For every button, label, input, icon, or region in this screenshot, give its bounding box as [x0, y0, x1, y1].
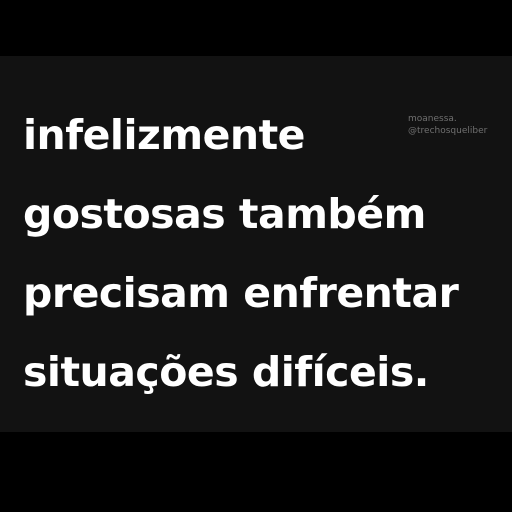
quote-line-3: precisam enfrentar — [23, 269, 459, 317]
watermark-handle-primary: moanessa. — [408, 114, 457, 124]
watermark — [408, 113, 487, 137]
quote-line-4: situações difíceis. — [23, 348, 429, 396]
quote-text — [23, 96, 458, 412]
quote-line-1: infelizmente — [23, 111, 305, 159]
quote-panel — [0, 56, 512, 432]
watermark-handle-secondary: @trechosqueliber — [408, 126, 488, 136]
quote-line-2: gostosas também — [23, 190, 426, 238]
